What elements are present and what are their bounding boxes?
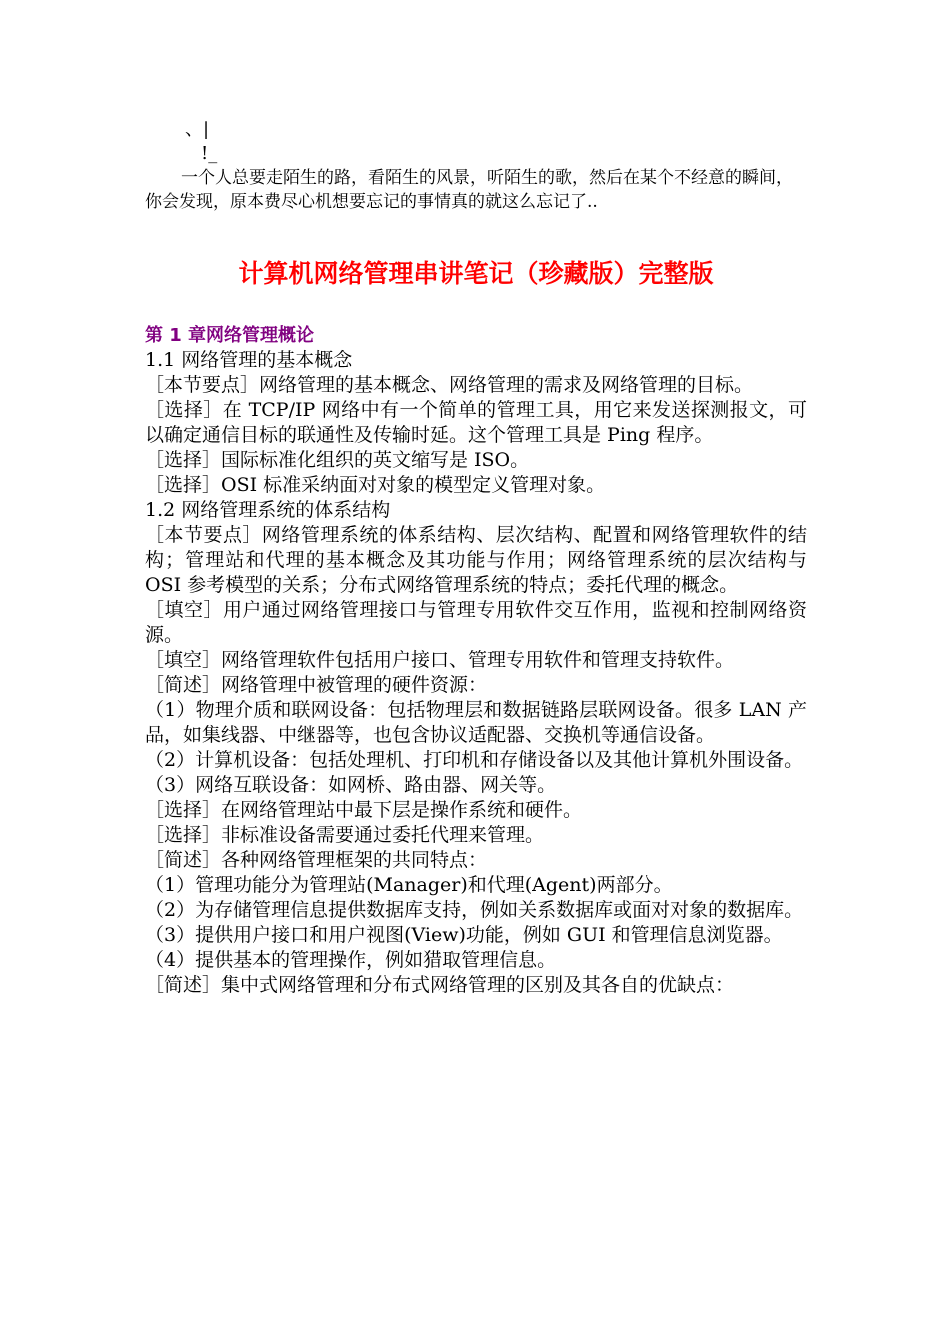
header-mark: 、| bbox=[185, 119, 210, 140]
body-paragraph: ［选择］国际标准化组织的英文缩写是 ISO。 bbox=[145, 449, 530, 471]
body-paragraph: （3）网络互联设备：如网桥、路由器、网关等。 bbox=[145, 774, 557, 796]
body-paragraph: ［本节要点］网络管理的基本概念、网络管理的需求及网络管理的目标。 bbox=[145, 374, 754, 396]
body-paragraph: ［本节要点］网络管理系统的体系结构、层次结构、配置和网络管理软件的结构；管理站和代理的基本概念及其功能与作用；网络管理系统的层次结构与 OSI 参考模型的关系；分布式网络管理系统的特点；委托代理的概念。 bbox=[145, 524, 807, 596]
body-paragraph: （4）提供基本的管理操作，例如猎取管理信息。 bbox=[145, 949, 557, 971]
body-paragraph: ［选择］非标准设备需要通过委托代理来管理。 bbox=[145, 824, 545, 846]
body-paragraph: ［简述］各种网络管理框架的共同特点： bbox=[145, 849, 488, 871]
body-paragraph: ［填空］用户通过网络管理接口与管理专用软件交互作用，监视和控制网络资源。 bbox=[145, 599, 807, 646]
body-paragraph: ［选择］OSI 标准采纳面对对象的模型定义管理对象。 bbox=[145, 474, 606, 496]
body-text bbox=[145, 348, 807, 998]
body-paragraph: 1.2 网络管理系统的体系结构 bbox=[145, 499, 391, 521]
document-page bbox=[145, 118, 807, 998]
body-paragraph: （3）提供用户接口和用户视图(View)功能，例如 GUI 和管理信息浏览器。 bbox=[145, 924, 783, 946]
chapter-heading: 第 1 章网络管理概论 bbox=[145, 325, 315, 346]
body-paragraph: ［填空］网络管理软件包括用户接口、管理专用软件和管理支持软件。 bbox=[145, 649, 735, 671]
body-paragraph: ［选择］在 TCP/IP 网络中有一个简单的管理工具，用它来发送探测报文，可以确定通信目标的联通性及传输时延。这个管理工具是 Ping 程序。 bbox=[145, 399, 807, 446]
body-paragraph: （2）计算机设备：包括处理机、打印机和存储设备以及其他计算机外围设备。 bbox=[145, 749, 804, 771]
header-mark: !_ bbox=[201, 143, 218, 164]
body-paragraph: 1.1 网络管理的基本概念 bbox=[145, 349, 353, 371]
body-paragraph: ［简述］网络管理中被管理的硬件资源： bbox=[145, 674, 488, 696]
document-title: 计算机网络管理串讲笔记（珍藏版）完整版 bbox=[238, 259, 714, 288]
body-paragraph: （2）为存储管理信息提供数据库支持，例如关系数据库或面对对象的数据库。 bbox=[145, 899, 804, 921]
header-marks bbox=[145, 118, 807, 166]
body-paragraph: （1）管理功能分为管理站(Manager)和代理(Agent)两部分。 bbox=[145, 874, 673, 896]
body-paragraph: ［选择］在网络管理站中最下层是操作系统和硬件。 bbox=[145, 799, 583, 821]
intro-paragraph: 一个人总要走陌生的路，看陌生的风景，听陌生的歌，然后在某个不经意的瞬间，你会发现，原本费尽心机想要忘记的事情真的就这么忘记了.. bbox=[145, 168, 793, 212]
body-paragraph: （1）物理介质和联网设备：包括物理层和数据链路层联网设备。很多 LAN 产品，如集线器、中继器等，也包含协议适配器、交换机等通信设备。 bbox=[145, 699, 807, 746]
body-paragraph: ［简述］集中式网络管理和分布式网络管理的区别及其各自的优缺点： bbox=[145, 974, 735, 996]
